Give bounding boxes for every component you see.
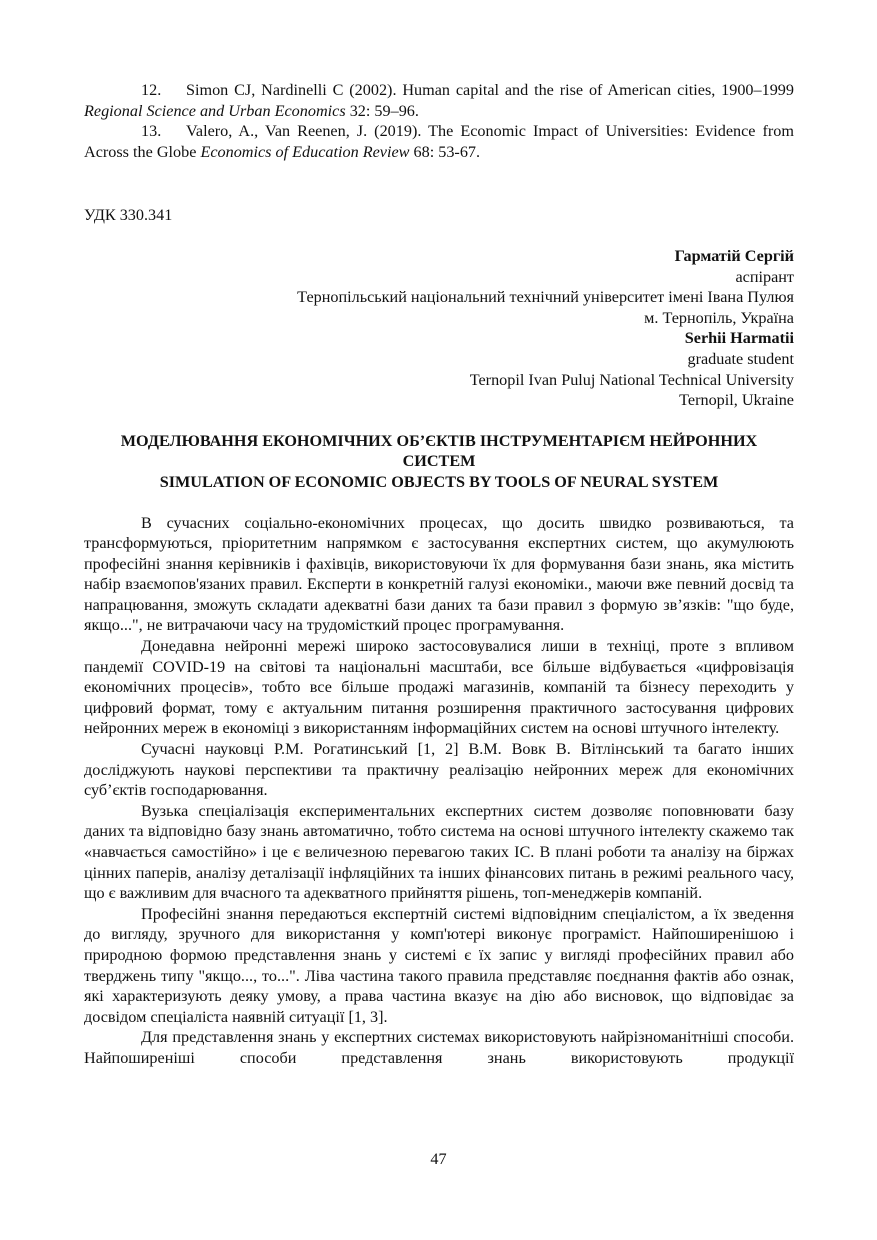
reference-item — [84, 80, 794, 121]
reference-number: 12. — [141, 81, 162, 99]
author-affiliation-en: Ternopil Ivan Puluj National Technical University — [469, 370, 794, 389]
reference-text: Simon CJ, Nardinelli C (2002). Human capital and the rise of American cities, 1900–1999 — [186, 81, 794, 99]
author-city-en: Ternopil, Ukraine — [679, 391, 794, 410]
reference-pages: 68: 53-67. — [409, 142, 481, 161]
body-paragraph: Донедавна нейронні мережі широко застосовувалися лиши в техніці, проте з впливом пандемії COVID-19 на світові та національні масштаби, все більше відбувається «цифровізація економічних процесів», тобто все більше продажі магазинів, компаній та бізнесу переходить у цифровий формат, тому є актуальним питання розширення практичного застосування цифрових нейронних мереж в економіці з використанням інформаційних систем на основі штучного інтелекту. — [84, 637, 794, 738]
reference-pages: 32: 59–96. — [345, 101, 419, 120]
reference-item — [84, 121, 794, 162]
author-affiliation-ua: Тернопільський національний технічний університет імені Івана Пулюя — [297, 288, 794, 307]
body-paragraph: Вузька спеціалізація експериментальних експертних систем дозволяє поповнювати базу даних та відповідно базу знань автоматично, тобто система на основі штучного інтелекту скажемо так «навчається самостійно» і це є величезною перевагою таких ІС. В плані роботи та аналізу на біржах цінних паперів, аналізу деталізації інфляційних та інших фінансових питань в режимі реального часу, що є важливим для вчасного та адекватного прийняття рішень, топ-менеджерів компаній. — [84, 801, 794, 903]
title-ua-line1: МОДЕЛЮВАННЯ ЕКОНОМІЧНИХ ОБ’ЄКТІВ ІНСТРУМЕНТАРІЄМ НЕЙРОННИХ — [120, 431, 758, 450]
title-en: SIMULATION OF ECONOMIC OBJECTS BY TOOLS OF NEURAL SYSTEM — [159, 472, 719, 491]
body-paragraph: В сучасних соціально-економічних процесах, що досить швидко розвиваються, та трансформуються, пріоритетним напрямком є застосування експертних систем, що акумулюють професійні знання керівників і фахівців, використовуючи їх для формування бази знань, яка містить набір взаємопов'язаних правил. Експерти в конкретній галузі економіки., маючи вже певний досвід та напрацювання, зможуть складати адекватні бази даних та бази правил з формую зв’язків: "що буде, якщо...", не витрачаючи часу на трудомісткий процес програмування. — [84, 513, 794, 635]
reference-list — [84, 80, 794, 162]
author-name-en: Serhii Harmatii — [684, 329, 794, 348]
body-paragraph: Сучасні науковці Р.М. Рогатинський [1, 2] В.М. Вовк В. Вітлінський та багато інших досліджують наукові перспективи та практичну реалізацію нейронних мереж для економічних суб’єктів господарювання. — [84, 740, 794, 800]
title-ua-line2: СИСТЕМ — [402, 452, 476, 471]
document-page — [84, 80, 794, 1069]
author-block — [84, 246, 794, 411]
reference-text: Valero, A., Van Reenen, J. (2019). The Economic Impact of Universities: Evidence from Across the Globe — [84, 122, 794, 161]
body-paragraph: Професійні знання передаються експертній системі відповідним спеціалістом, а їх зведення до вигляду, зручного для використання у комп'ютері виконує програміст. Найпоширенішою і природною формою представлення знань у системі є їх запис у вигляді професійних правил або тверджень типу "якщо..., то...". Ліва частина такого правила представляє поєднання фактів або ознак, які характеризують деяку умову, а права частина вказує на дію або висновок, що відповідає за досвідом спеціаліста наявній ситуації [1, 3]. — [84, 904, 794, 1026]
author-position-ua: аспірант — [735, 267, 794, 286]
udk-code: УДК 330.341 — [84, 206, 173, 225]
author-city-ua: м. Тернопіль, Україна — [644, 308, 794, 327]
reference-journal: Regional Science and Urban Economics — [84, 101, 346, 120]
reference-number: 13. — [141, 122, 162, 141]
body-paragraph: Для представлення знань у експертних системах використовують найрізноманітніші способи. Найпоширеніші способи представлення знань використовують продукції — [84, 1028, 794, 1067]
article-title — [84, 431, 794, 493]
author-position-en: graduate student — [687, 349, 794, 368]
page-number: 47 — [430, 1150, 447, 1168]
article-body — [84, 513, 794, 1069]
author-name-ua: Гарматій Сергій — [674, 246, 794, 265]
reference-journal: Economics of Education Review — [200, 142, 410, 161]
